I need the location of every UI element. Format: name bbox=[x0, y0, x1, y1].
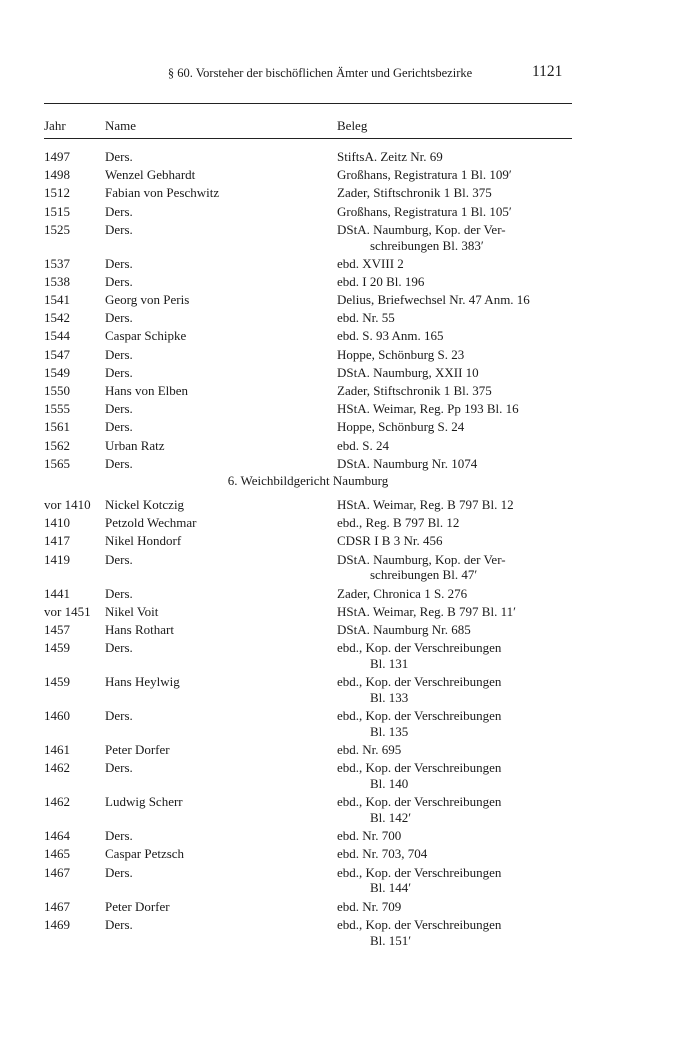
table-row bbox=[44, 497, 572, 513]
name-cell: Ludwig Scherr bbox=[105, 794, 183, 810]
table-row bbox=[44, 552, 572, 584]
reference-cell bbox=[337, 365, 572, 381]
reference-line: CDSR I B 3 Nr. 456 bbox=[337, 533, 443, 549]
reference-cell bbox=[337, 899, 572, 915]
name-cell: Peter Dorfer bbox=[105, 742, 170, 758]
table-row bbox=[44, 365, 572, 381]
reference-cell bbox=[337, 256, 572, 272]
table-row bbox=[44, 899, 572, 915]
year-cell: 1497 bbox=[44, 149, 70, 164]
name-cell: Ders. bbox=[105, 585, 133, 601]
reference-line: schreibungen Bl. 383′ bbox=[370, 237, 484, 253]
name-cell: Ders. bbox=[105, 255, 133, 271]
table-row bbox=[44, 760, 572, 792]
reference-line: Zader, Stiftschronik 1 Bl. 375 bbox=[337, 383, 492, 399]
table-row bbox=[44, 347, 572, 363]
year-cell: 1462 bbox=[44, 794, 70, 810]
reference-line: schreibungen Bl. 47′ bbox=[370, 567, 478, 583]
table-row bbox=[44, 865, 572, 897]
year-cell: 1459 bbox=[44, 640, 70, 656]
year-cell: 1465 bbox=[44, 846, 70, 862]
running-head: § 60. Vorsteher der bischöflichen Ämter und Gerichtsbezirke bbox=[167, 66, 473, 80]
reference-cell bbox=[337, 149, 572, 165]
reference-cell bbox=[337, 515, 572, 531]
table-row bbox=[44, 438, 572, 454]
name-cell: Georg von Peris bbox=[105, 292, 190, 308]
year-cell: 1441 bbox=[44, 585, 70, 601]
name-cell: Ders. bbox=[105, 310, 133, 326]
reference-line: ebd. S. 93 Anm. 165 bbox=[337, 328, 444, 344]
reference-line: ebd., Kop. der Verschreibungen bbox=[337, 674, 502, 690]
officeholders-table bbox=[44, 149, 572, 472]
reference-cell bbox=[337, 552, 572, 584]
reference-cell bbox=[337, 604, 572, 620]
reference-cell bbox=[337, 640, 572, 672]
name-cell: Fabian von Peschwitz bbox=[105, 185, 220, 201]
reference-line: Zader, Stiftschronik 1 Bl. 375 bbox=[337, 185, 492, 201]
year-cell: 1538 bbox=[44, 273, 70, 289]
year-cell: 1467 bbox=[44, 864, 70, 880]
column-header-name: Name bbox=[105, 118, 137, 133]
column-header-year: Jahr bbox=[44, 118, 66, 133]
table-row bbox=[44, 149, 572, 165]
table-row bbox=[44, 310, 572, 326]
weichbildgericht-table bbox=[44, 497, 572, 948]
reference-line: ebd., Kop. der Verschreibungen bbox=[337, 794, 502, 810]
reference-cell bbox=[337, 533, 572, 549]
name-cell: Ders. bbox=[105, 273, 133, 289]
name-cell: Ders. bbox=[105, 760, 133, 776]
year-cell: 1410 bbox=[44, 515, 70, 531]
table-top-rule bbox=[44, 103, 572, 104]
reference-cell bbox=[337, 622, 572, 638]
section-heading: 6. Weichbildgericht Naumburg bbox=[227, 473, 389, 488]
table-row bbox=[44, 708, 572, 740]
reference-line: DStA. Naumburg, XXII 10 bbox=[337, 364, 479, 380]
table-row bbox=[44, 604, 572, 620]
reference-line: Bl. 140 bbox=[370, 776, 409, 792]
year-cell: 1498 bbox=[44, 167, 70, 183]
reference-cell bbox=[337, 917, 572, 949]
reference-cell bbox=[337, 828, 572, 844]
reference-line: Bl. 142′ bbox=[370, 810, 412, 826]
name-cell: Ders. bbox=[105, 401, 133, 417]
year-cell: 1417 bbox=[44, 533, 70, 549]
name-cell: Urban Ratz bbox=[105, 437, 165, 453]
table-header-rule bbox=[44, 138, 572, 139]
year-cell: 1467 bbox=[44, 898, 70, 914]
reference-line: ebd. S. 24 bbox=[337, 437, 389, 453]
year-cell: 1565 bbox=[44, 455, 70, 471]
reference-cell bbox=[337, 586, 572, 602]
year-cell: 1461 bbox=[44, 742, 70, 758]
table-row bbox=[44, 586, 572, 602]
reference-cell bbox=[337, 383, 572, 399]
year-cell: 1555 bbox=[44, 401, 70, 417]
page-number: 1121 bbox=[532, 63, 563, 80]
reference-cell bbox=[337, 222, 572, 254]
table-row bbox=[44, 419, 572, 435]
table-row bbox=[44, 204, 572, 220]
reference-line: Hoppe, Schönburg S. 23 bbox=[337, 346, 465, 362]
reference-cell bbox=[337, 708, 572, 740]
name-cell: Ders. bbox=[105, 346, 133, 362]
reference-line: DStA. Naumburg, Kop. der Ver- bbox=[337, 221, 506, 237]
year-cell: 1460 bbox=[44, 708, 70, 724]
name-cell: Hans von Elben bbox=[105, 383, 189, 399]
year-cell: 1515 bbox=[44, 203, 70, 219]
name-cell: Ders. bbox=[105, 203, 133, 219]
reference-cell bbox=[337, 274, 572, 290]
year-cell: 1419 bbox=[44, 551, 70, 567]
table-row bbox=[44, 622, 572, 638]
name-cell: Ders. bbox=[105, 708, 133, 724]
table-row bbox=[44, 222, 572, 254]
reference-line: ebd. XVIII 2 bbox=[337, 255, 404, 271]
year-cell: 1512 bbox=[44, 185, 70, 201]
name-cell: Ders. bbox=[105, 828, 133, 844]
year-cell: 1541 bbox=[44, 292, 70, 308]
name-cell: Ders. bbox=[105, 419, 133, 435]
table-row bbox=[44, 185, 572, 201]
table-row bbox=[44, 456, 572, 472]
reference-line: DStA. Naumburg Nr. 1074 bbox=[337, 455, 478, 471]
table-row bbox=[44, 742, 572, 758]
reference-cell bbox=[337, 347, 572, 363]
name-cell: Peter Dorfer bbox=[105, 898, 170, 914]
reference-cell bbox=[337, 328, 572, 344]
table-row bbox=[44, 674, 572, 706]
reference-line: StiftsA. Zeitz Nr. 69 bbox=[337, 149, 443, 164]
table-row bbox=[44, 274, 572, 290]
reference-line: HStA. Weimar, Reg. B 797 Bl. 12 bbox=[337, 497, 514, 512]
year-cell: 1525 bbox=[44, 221, 70, 237]
name-cell: Ders. bbox=[105, 640, 133, 656]
reference-line: Bl. 144′ bbox=[370, 880, 412, 896]
table-row bbox=[44, 794, 572, 826]
year-cell: 1547 bbox=[44, 346, 70, 362]
reference-line: ebd. Nr. 55 bbox=[337, 310, 395, 326]
year-cell: 1459 bbox=[44, 674, 70, 690]
reference-line: ebd., Kop. der Verschreibungen bbox=[337, 708, 502, 724]
table-row bbox=[44, 401, 572, 417]
reference-line: Großhans, Registratura 1 Bl. 109′ bbox=[337, 167, 512, 183]
year-cell: 1549 bbox=[44, 364, 70, 380]
reference-cell bbox=[337, 865, 572, 897]
table-row bbox=[44, 256, 572, 272]
name-cell: Ders. bbox=[105, 455, 133, 471]
name-cell: Nickel Kotczig bbox=[105, 497, 185, 512]
table-row bbox=[44, 328, 572, 344]
reference-line: ebd., Kop. der Verschreibungen bbox=[337, 760, 502, 776]
name-cell: Ders. bbox=[105, 149, 133, 164]
reference-line: HStA. Weimar, Reg. B 797 Bl. 11′ bbox=[337, 603, 516, 619]
reference-line: Zader, Chronica 1 S. 276 bbox=[337, 585, 468, 601]
table-row bbox=[44, 828, 572, 844]
year-cell: 1469 bbox=[44, 916, 70, 932]
reference-cell bbox=[337, 794, 572, 826]
reference-line: ebd., Kop. der Verschreibungen bbox=[337, 640, 502, 656]
reference-cell bbox=[337, 497, 572, 513]
name-cell: Ders. bbox=[105, 221, 133, 237]
reference-line: ebd. Nr. 700 bbox=[337, 828, 402, 844]
reference-cell bbox=[337, 846, 572, 862]
name-cell: Caspar Petzsch bbox=[105, 846, 185, 862]
reference-line: ebd., Reg. B 797 Bl. 12 bbox=[337, 515, 460, 531]
reference-cell bbox=[337, 401, 572, 417]
table-row bbox=[44, 846, 572, 862]
reference-cell bbox=[337, 742, 572, 758]
reference-cell bbox=[337, 760, 572, 792]
reference-line: ebd. Nr. 709 bbox=[337, 898, 402, 914]
name-cell: Wenzel Gebhardt bbox=[105, 167, 196, 183]
reference-cell bbox=[337, 674, 572, 706]
year-cell: 1464 bbox=[44, 828, 70, 844]
name-cell: Ders. bbox=[105, 551, 133, 567]
year-cell: 1562 bbox=[44, 437, 70, 453]
column-header-reference: Beleg bbox=[337, 118, 368, 133]
reference-cell bbox=[337, 167, 572, 183]
reference-line: Bl. 133 bbox=[370, 689, 409, 705]
reference-line: DStA. Naumburg, Kop. der Ver- bbox=[337, 551, 506, 567]
table-row bbox=[44, 167, 572, 183]
name-cell: Nikel Hondorf bbox=[105, 533, 182, 549]
year-cell: vor 1410 bbox=[44, 497, 91, 512]
table-row bbox=[44, 292, 572, 308]
table-row bbox=[44, 917, 572, 949]
table-row bbox=[44, 515, 572, 531]
year-cell: 1542 bbox=[44, 310, 70, 326]
name-cell: Ders. bbox=[105, 916, 133, 932]
reference-line: Hoppe, Schönburg S. 24 bbox=[337, 419, 465, 435]
reference-line: DStA. Naumburg Nr. 685 bbox=[337, 621, 471, 637]
reference-cell bbox=[337, 185, 572, 201]
year-cell: vor 1451 bbox=[44, 603, 91, 619]
reference-cell bbox=[337, 310, 572, 326]
name-cell: Ders. bbox=[105, 864, 133, 880]
year-cell: 1537 bbox=[44, 255, 70, 271]
name-cell: Ders. bbox=[105, 364, 133, 380]
reference-cell bbox=[337, 204, 572, 220]
table-row bbox=[44, 640, 572, 672]
year-cell: 1462 bbox=[44, 760, 70, 776]
reference-line: Großhans, Registratura 1 Bl. 105′ bbox=[337, 203, 512, 219]
reference-line: ebd. I 20 Bl. 196 bbox=[337, 273, 425, 289]
reference-line: HStA. Weimar, Reg. Pp 193 Bl. 16 bbox=[337, 401, 519, 417]
reference-line: Delius, Briefwechsel Nr. 47 Anm. 16 bbox=[337, 292, 530, 308]
reference-line: ebd., Kop. der Verschreibungen bbox=[337, 864, 502, 880]
name-cell: Hans Rothart bbox=[105, 621, 174, 637]
table-row bbox=[44, 383, 572, 399]
year-cell: 1544 bbox=[44, 328, 70, 344]
reference-cell bbox=[337, 292, 572, 308]
name-cell: Petzold Wechmar bbox=[105, 515, 197, 531]
name-cell: Hans Heylwig bbox=[105, 674, 180, 690]
reference-line: Bl. 135 bbox=[370, 723, 409, 739]
reference-line: ebd., Kop. der Verschreibungen bbox=[337, 916, 502, 932]
year-cell: 1457 bbox=[44, 621, 70, 637]
reference-cell bbox=[337, 438, 572, 454]
reference-line: ebd. Nr. 703, 704 bbox=[337, 846, 428, 862]
reference-cell bbox=[337, 456, 572, 472]
reference-cell bbox=[337, 419, 572, 435]
table-row bbox=[44, 533, 572, 549]
name-cell: Caspar Schipke bbox=[105, 328, 187, 344]
reference-line: ebd. Nr. 695 bbox=[337, 742, 402, 758]
year-cell: 1550 bbox=[44, 383, 70, 399]
year-cell: 1561 bbox=[44, 419, 70, 435]
reference-line: Bl. 151′ bbox=[370, 932, 412, 948]
reference-line: Bl. 131 bbox=[370, 655, 409, 671]
name-cell: Nikel Voit bbox=[105, 603, 159, 619]
